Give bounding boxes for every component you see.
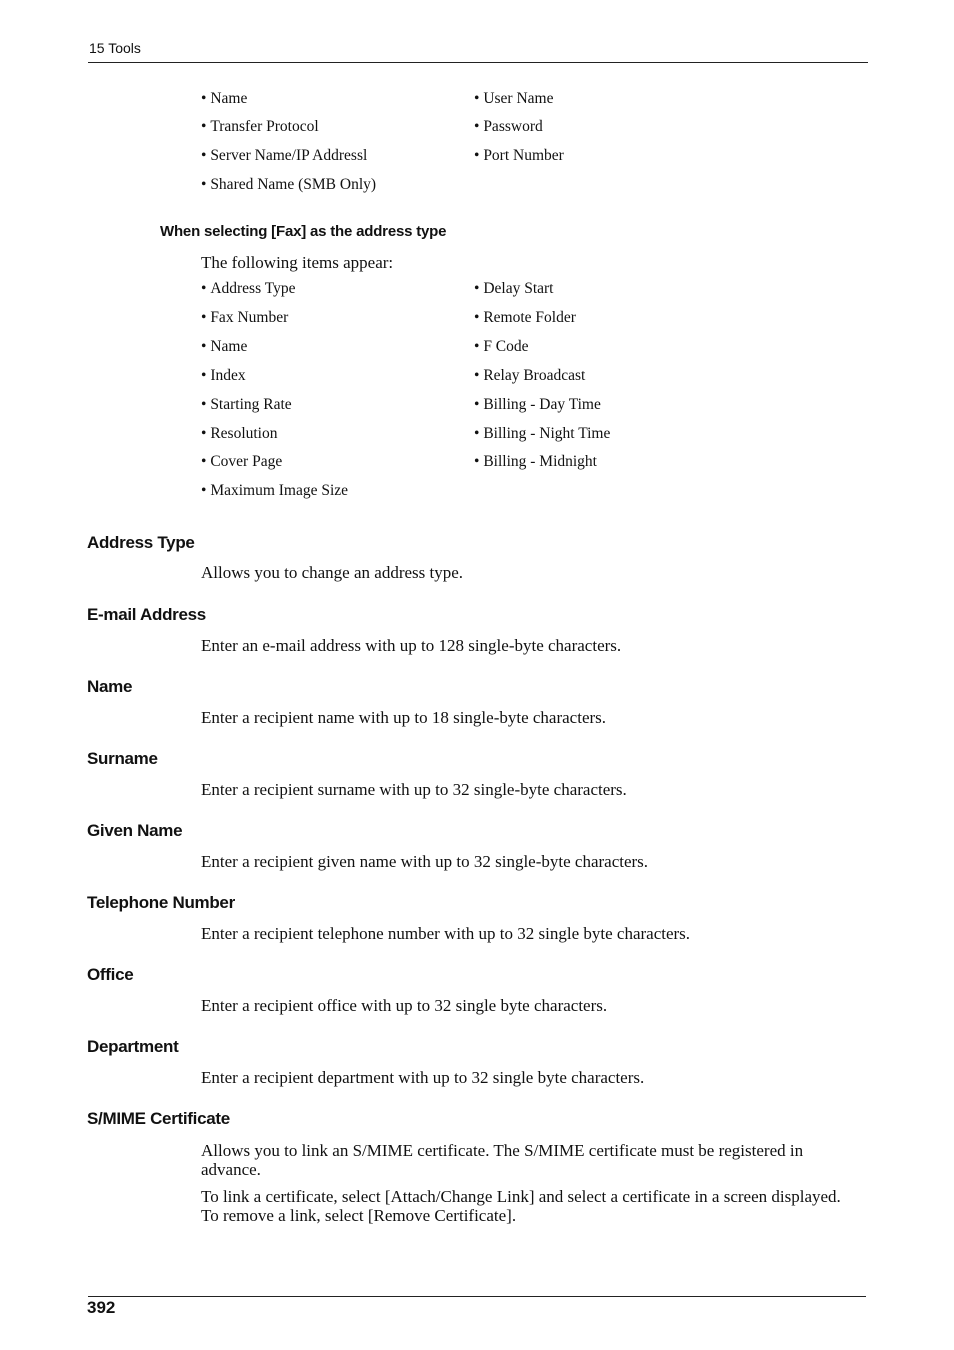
list-item: • Index (201, 367, 246, 385)
page-number: 392 (87, 1298, 116, 1317)
section-heading-department: Department (87, 1037, 179, 1056)
list-item: • User Name (474, 90, 553, 108)
list-item: • Shared Name (SMB Only) (201, 176, 376, 194)
list-item: • Billing - Day Time (474, 396, 601, 414)
list-item: • F Code (474, 338, 529, 356)
list-item: • Starting Rate (201, 396, 292, 414)
header-rule (88, 62, 868, 63)
section-heading-telephone: Telephone Number (87, 893, 235, 912)
section-heading-office: Office (87, 965, 134, 984)
fax-subheading: When selecting [Fax] as the address type (160, 223, 447, 240)
section-heading-address-type: Address Type (87, 533, 195, 552)
list-item: • Cover Page (201, 453, 282, 471)
list-item: • Billing - Night Time (474, 425, 610, 443)
list-item: • Resolution (201, 425, 277, 443)
chapter-header: 15 Tools (89, 40, 141, 56)
list-item: • Delay Start (474, 280, 553, 298)
list-item: • Name (201, 338, 247, 356)
section-text-email: Enter an e-mail address with up to 128 single-byte characters. (201, 636, 622, 655)
list-item: • Transfer Protocol (201, 118, 319, 136)
list-item: • Remote Folder (474, 309, 576, 327)
section-heading-surname: Surname (87, 749, 158, 768)
list-item: • Name (201, 90, 247, 108)
list-item: • Port Number (474, 147, 564, 165)
list-item: • Maximum Image Size (201, 482, 348, 500)
smime-paragraph-2: To link a certificate, select [Attach/Change Link] and select a certificate in a screen displayed. To remove a link, select [Remove Certificate]. (201, 1187, 841, 1225)
section-text-department: Enter a recipient department with up to 32 single byte characters. (201, 1068, 645, 1087)
section-heading-given-name: Given Name (87, 821, 183, 840)
section-text-given-name: Enter a recipient given name with up to 32 single-byte characters. (201, 852, 649, 871)
list-item: • Address Type (201, 280, 295, 298)
fax-intro: The following items appear: (201, 253, 394, 272)
list-item: • Relay Broadcast (474, 367, 585, 385)
list-item: • Fax Number (201, 309, 288, 327)
section-text-surname: Enter a recipient surname with up to 32 single-byte characters. (201, 780, 627, 799)
section-text-office: Enter a recipient office with up to 32 single byte characters. (201, 996, 608, 1015)
section-heading-name: Name (87, 677, 133, 696)
smime-paragraph-1: Allows you to link an S/MIME certificate. The S/MIME certificate must be registered in advance. (201, 1141, 804, 1179)
section-text-name: Enter a recipient name with up to 18 single-byte characters. (201, 708, 607, 727)
list-item: • Billing - Midnight (474, 453, 597, 471)
section-heading-email: E-mail Address (87, 605, 206, 624)
section-text-address-type: Allows you to change an address type. (201, 563, 464, 582)
section-heading-smime: S/MIME Certificate (87, 1109, 230, 1128)
section-text-telephone: Enter a recipient telephone number with up to 32 single byte characters. (201, 924, 691, 943)
footer-rule (88, 1296, 866, 1297)
list-item: • Server Name/IP Addressl (201, 147, 367, 165)
list-item: • Password (474, 118, 543, 136)
